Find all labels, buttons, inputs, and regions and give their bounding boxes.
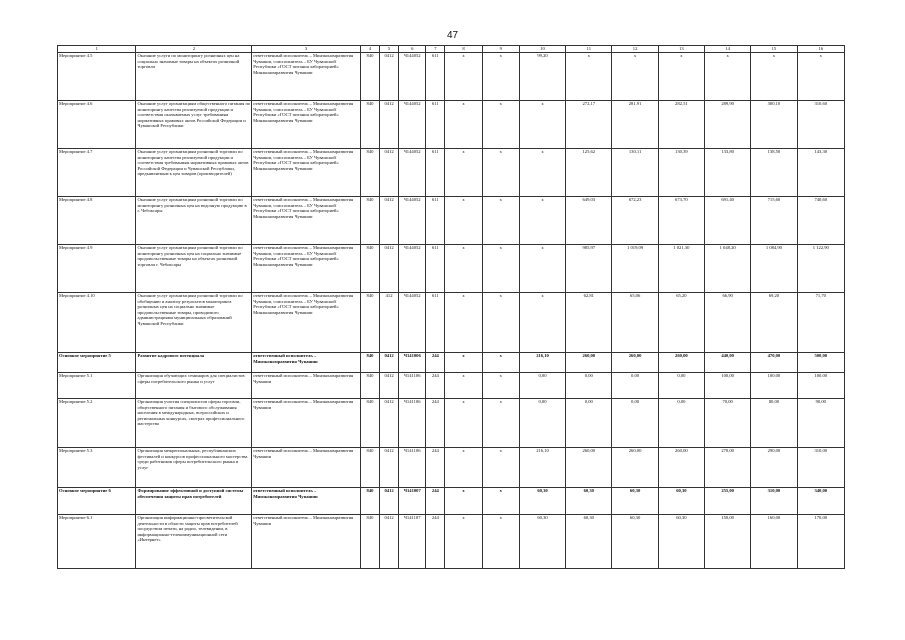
- table-cell: 66,90: [705, 293, 751, 353]
- table-cell: х: [482, 515, 519, 569]
- table-cell: 0,00: [612, 373, 658, 399]
- table-cell: 270,00: [705, 448, 751, 488]
- column-header: 15: [751, 46, 797, 53]
- table-cell: х: [445, 515, 482, 569]
- table-cell: х: [519, 149, 565, 197]
- table-cell: Оказание услуг организациям розничной торговли по мониторингу розничных цен на водочную продукцию в г. Чебоксары: [136, 197, 252, 245]
- table-row: [58, 101, 845, 149]
- table-cell: ответственный исполнитель – Минэкономразвития Чувашии: [252, 353, 361, 373]
- table-cell: 170,00: [797, 515, 844, 569]
- table-cell: Мероприятие 4.8: [58, 197, 136, 245]
- column-header: 7: [426, 46, 445, 53]
- table-row: [58, 399, 845, 448]
- table-cell: Основное мероприятие 6: [58, 488, 136, 515]
- column-header: 3: [252, 46, 361, 53]
- table-cell: 611: [426, 101, 445, 149]
- column-header: 8: [445, 46, 482, 53]
- table-cell: 985,97: [566, 245, 612, 293]
- table-cell: х: [445, 488, 482, 515]
- table-cell: 740,60: [797, 197, 844, 245]
- table-cell: Организация обучающих семинаров для специалистов сферы потребительского рынка и услуг: [136, 373, 252, 399]
- table-cell: х: [519, 197, 565, 245]
- table-cell: 60,30: [658, 515, 704, 569]
- column-header: 2: [136, 46, 252, 53]
- table-cell: 71,70: [797, 293, 844, 353]
- table-cell: 840: [360, 149, 379, 197]
- table-cell: 440,00: [705, 353, 751, 373]
- table-cell: Оказание услуг организациям розничной торговли по мониторингу качества реализуемой продукции и соответствия требованиям нормативных правовых актов Российской Федерации и Чувашской Республики, предъявляемым к цен товаров (производителей): [136, 149, 252, 197]
- table-cell: Мероприятие 5.1: [58, 373, 136, 399]
- table-cell: 840: [360, 373, 379, 399]
- table-cell: 244: [426, 488, 445, 515]
- table-cell: 0412: [380, 373, 399, 399]
- table-cell: х: [482, 353, 519, 373]
- table-cell: 0,00: [566, 373, 612, 399]
- table-cell: 840: [360, 399, 379, 448]
- column-header: 6: [399, 46, 426, 53]
- table-cell: 672,23: [612, 197, 658, 245]
- table-cell: Мероприятие 4.7: [58, 149, 136, 197]
- table-cell: 0,00: [566, 399, 612, 448]
- table-cell: 290,00: [751, 448, 797, 488]
- table-cell: 840: [360, 448, 379, 488]
- table-row: [58, 373, 845, 399]
- table-cell: 244: [426, 515, 445, 569]
- table-cell: Развитие кадрового потенциала: [136, 353, 252, 373]
- column-header: 1: [58, 46, 136, 53]
- table-cell: 0412: [380, 399, 399, 448]
- table-cell: Мероприятие 6.1: [58, 515, 136, 569]
- table-cell: 255,00: [705, 488, 751, 515]
- table-cell: х: [482, 293, 519, 353]
- table-cell: 80,00: [751, 399, 797, 448]
- table-cell: 100,00: [705, 373, 751, 399]
- table-cell: 289,90: [705, 101, 751, 149]
- table-cell: ответственный исполнитель – Минэкономразвития Чувашии, соисполнитель – БУ Чувашской Республики «ГОСТ питания лабораторией» Минэкономразвития Чувашии: [252, 101, 361, 149]
- table-cell: Ч144052: [399, 53, 426, 101]
- table-cell: 100,00: [751, 373, 797, 399]
- table-cell: 260,00: [658, 448, 704, 488]
- table-cell: 143,30: [797, 149, 844, 197]
- table-cell: 840: [360, 53, 379, 101]
- table-cell: Мероприятие 5.2: [58, 399, 136, 448]
- table-cell: ответственный исполнитель – Минэкономразвития Чувашии: [252, 373, 361, 399]
- table-cell: 0,00: [658, 373, 704, 399]
- table-cell: 160,00: [751, 515, 797, 569]
- table-cell: 0412: [380, 101, 399, 149]
- table-cell: 310,00: [751, 488, 797, 515]
- table-cell: 216,10: [519, 353, 565, 373]
- table-cell: 611: [426, 53, 445, 101]
- table-cell: ответственный исполнитель – Минэкономразвития Чувашии: [252, 448, 361, 488]
- table-cell: 99,20: [519, 53, 565, 101]
- table-cell: 649,03: [566, 197, 612, 245]
- column-header: 11: [566, 46, 612, 53]
- table-row: [58, 53, 845, 101]
- table-cell: х: [445, 353, 482, 373]
- column-header: 14: [705, 46, 751, 53]
- table-cell: 69,20: [751, 293, 797, 353]
- table-cell: 130,11: [612, 149, 658, 197]
- table-row: [58, 488, 845, 515]
- table-cell: х: [519, 293, 565, 353]
- table-cell: Основное мероприятие 5: [58, 353, 136, 373]
- table-cell: х: [482, 149, 519, 197]
- table-cell: х: [658, 53, 704, 101]
- table-cell: 70,00: [705, 399, 751, 448]
- table-cell: Мероприятие 4.5: [58, 53, 136, 101]
- table-cell: 1 084,90: [751, 245, 797, 293]
- column-header: 12: [612, 46, 658, 53]
- table-cell: Мероприятие 4.6: [58, 101, 136, 149]
- table-cell: ответственный исполнитель – Минэкономразвития Чувашии, соисполнитель – БУ Чувашской Республики «ГОСТ питания лабораторией» Минэкономразвития Чувашии: [252, 53, 361, 101]
- table-cell: 260,00: [612, 353, 658, 373]
- table-cell: 150,00: [705, 515, 751, 569]
- table-cell: 244: [426, 448, 445, 488]
- table-cell: 0412: [380, 515, 399, 569]
- table-cell: Ч141106: [399, 373, 426, 399]
- table-cell: ответственный исполнитель – Минэкономразвития Чувашии, соисполнитель – БУ Чувашской Республики «ГОСТ питания лабораторией» Минэкономразвития Чувашии: [252, 149, 361, 197]
- table-cell: Организация межрегиональных, республиканских фестивалей и конкурсов профессионального мастерства среди работников сферы потребительского рынка и услуг: [136, 448, 252, 488]
- table-cell: Мероприятие 4.9: [58, 245, 136, 293]
- header-row: [58, 46, 845, 53]
- table-cell: 65,20: [658, 293, 704, 353]
- table-cell: 840: [360, 515, 379, 569]
- table-cell: Ч144052: [399, 245, 426, 293]
- table-cell: Оказание услуги по мониторингу розничных цен на социально значимые товары на объектах розничной торговли: [136, 53, 252, 101]
- column-header: 4: [360, 46, 379, 53]
- table-cell: х: [445, 245, 482, 293]
- table-cell: х: [445, 101, 482, 149]
- table-cell: 0412: [380, 353, 399, 373]
- table-cell: 282,51: [658, 101, 704, 149]
- table-cell: 0,00: [658, 399, 704, 448]
- table-cell: 260,00: [658, 353, 704, 373]
- table-cell: Организация информационно-просветительской деятельности в области защиты прав потребителей посредством печати, на радио, телевидении, в информационно-телекоммуникационной сети «Интернет»: [136, 515, 252, 569]
- table-cell: ответственный исполнитель – Минэкономразвития Чувашии, соисполнитель – БУ Чувашской Республики «ГОСТ питания лабораторией» Минэкономразвития Чувашии: [252, 197, 361, 245]
- table-cell: Ч144052: [399, 197, 426, 245]
- table-cell: х: [705, 53, 751, 101]
- table-cell: 0,00: [519, 373, 565, 399]
- table-row: [58, 149, 845, 197]
- table-cell: 60,30: [612, 515, 658, 569]
- table-cell: 244: [426, 373, 445, 399]
- table-cell: 281,91: [612, 101, 658, 149]
- table-cell: ответственный исполнитель – Минэкономразвития Чувашии: [252, 399, 361, 448]
- budget-table: [57, 45, 845, 569]
- table-cell: 65,06: [612, 293, 658, 353]
- table-cell: 840: [360, 245, 379, 293]
- table-cell: 0,00: [519, 399, 565, 448]
- table-cell: Мероприятие 4.10: [58, 293, 136, 353]
- table-cell: 340,00: [797, 488, 844, 515]
- table-cell: Ч144052: [399, 149, 426, 197]
- table-cell: х: [445, 448, 482, 488]
- table-cell: 260,00: [566, 353, 612, 373]
- table-cell: ответственный исполнитель – Минэкономразвития Чувашии: [252, 515, 361, 569]
- table-cell: 840: [360, 353, 379, 373]
- table-cell: Ч141106: [399, 448, 426, 488]
- table-cell: х: [482, 197, 519, 245]
- table-cell: х: [482, 245, 519, 293]
- table-cell: 130,39: [658, 149, 704, 197]
- table-cell: 840: [360, 101, 379, 149]
- table-row: [58, 515, 845, 569]
- table-cell: 1 019,09: [612, 245, 658, 293]
- table-cell: Оказание услуг организациям розничной торговли по мониторингу розничных цен на социально значимые продовольственные товары на объектах розничной торговли г. Чебоксары: [136, 245, 252, 293]
- column-header: 13: [658, 46, 704, 53]
- table-cell: х: [445, 293, 482, 353]
- table-cell: 840: [360, 197, 379, 245]
- table-cell: 60,30: [519, 488, 565, 515]
- table-cell: 1 021,30: [658, 245, 704, 293]
- table-cell: 60,30: [566, 515, 612, 569]
- table-cell: 90,00: [797, 399, 844, 448]
- table-cell: Ч141107: [399, 515, 426, 569]
- table-cell: ответственный исполнитель – Минэкономразвития Чувашии, соисполнитель – БУ Чувашской Республики «ГОСТ питания лабораторией» Минэкономразвития Чувашии: [252, 245, 361, 293]
- table-cell: х: [445, 149, 482, 197]
- table-cell: 611: [426, 149, 445, 197]
- table-cell: 60,30: [519, 515, 565, 569]
- table-cell: Ч141007: [399, 488, 426, 515]
- table-cell: 0412: [380, 197, 399, 245]
- table-cell: Ч141106: [399, 399, 426, 448]
- table-cell: 611: [426, 293, 445, 353]
- table-cell: Оказание услуг организациям розничной торговли по обобщению и анализу результатов мониторинга розничных цен на социально значимые продовольственные товары, проводимого администрациями муниципальных образований Чувашской Республики: [136, 293, 252, 353]
- table-cell: 0412: [380, 149, 399, 197]
- table-cell: 244: [426, 399, 445, 448]
- table-cell: х: [482, 53, 519, 101]
- table-row: [58, 293, 845, 353]
- table-cell: х: [482, 373, 519, 399]
- table-cell: 260,00: [566, 448, 612, 488]
- table-cell: 611: [426, 197, 445, 245]
- table-cell: 100,00: [797, 373, 844, 399]
- table-cell: 673,70: [658, 197, 704, 245]
- table-cell: Ч144052: [399, 101, 426, 149]
- table-cell: 1 048,20: [705, 245, 751, 293]
- table-cell: х: [519, 101, 565, 149]
- table-cell: 500,00: [797, 353, 844, 373]
- table-cell: 60,30: [658, 488, 704, 515]
- table-cell: х: [482, 488, 519, 515]
- table-row: [58, 448, 845, 488]
- table-row: [58, 353, 845, 373]
- table-row: [58, 197, 845, 245]
- table-cell: х: [519, 245, 565, 293]
- table-cell: х: [445, 197, 482, 245]
- table-cell: х: [482, 399, 519, 448]
- table-cell: Ч141006: [399, 353, 426, 373]
- table-cell: 840: [360, 293, 379, 353]
- table-cell: 60,30: [566, 488, 612, 515]
- table-cell: х: [445, 373, 482, 399]
- page-number: 47: [446, 30, 459, 41]
- table-cell: х: [445, 399, 482, 448]
- table-cell: 216,10: [519, 448, 565, 488]
- table-cell: 0412: [380, 488, 399, 515]
- table-cell: х: [445, 53, 482, 101]
- column-header: 9: [482, 46, 519, 53]
- table-cell: 0,00: [612, 399, 658, 448]
- table-cell: 133,80: [705, 149, 751, 197]
- table-cell: Организация участия специалистов сферы торговли, общественного питания и бытового обслуживания населения в международных, всероссийских и региональных конкурсах, смотрах профессионального мастерства: [136, 399, 252, 448]
- table-cell: ответственный исполнитель – Минэкономразвития Чувашии, соисполнитель – БУ Чувашской Республики «ГОСТ питания лабораторией» Минэкономразвития Чувашии: [252, 293, 361, 353]
- table-cell: 0412: [380, 53, 399, 101]
- table-cell: 310,60: [797, 101, 844, 149]
- table-cell: 300,10: [751, 101, 797, 149]
- table-cell: х: [612, 53, 658, 101]
- table-cell: Ч144052: [399, 293, 426, 353]
- table-cell: 138,50: [751, 149, 797, 197]
- table-row: [58, 245, 845, 293]
- table-cell: Оказание услуг организациям общественного питания по мониторингу качества реализуемой продукции и соответствия оказываемых услуг требованиям нормативных правовых актов Российской Федерации и Чувашской Республики: [136, 101, 252, 149]
- table-cell: х: [751, 53, 797, 101]
- table-cell: х: [482, 448, 519, 488]
- table-cell: 260,00: [612, 448, 658, 488]
- table-cell: 310,00: [797, 448, 844, 488]
- table-cell: Мероприятие 5.3: [58, 448, 136, 488]
- table-cell: 0412: [380, 245, 399, 293]
- table-cell: 0412: [380, 448, 399, 488]
- table-cell: 611: [426, 245, 445, 293]
- table-cell: х: [797, 53, 844, 101]
- table-cell: 1 122,90: [797, 245, 844, 293]
- table-cell: 62,81: [566, 293, 612, 353]
- table-cell: ответственный исполнитель – Минэкономразвития Чувашии: [252, 488, 361, 515]
- table-cell: 840: [360, 488, 379, 515]
- table-cell: х: [482, 101, 519, 149]
- table-cell: 691,40: [705, 197, 751, 245]
- table-cell: х: [566, 53, 612, 101]
- table-cell: 125,62: [566, 149, 612, 197]
- column-header: 16: [797, 46, 844, 53]
- table-cell: Формирование эффективной и доступной системы обеспечения защиты прав потребителей: [136, 488, 252, 515]
- table-cell: 272,17: [566, 101, 612, 149]
- table-cell: 244: [426, 353, 445, 373]
- table-cell: 715,60: [751, 197, 797, 245]
- column-header: 5: [380, 46, 399, 53]
- table-cell: 470,00: [751, 353, 797, 373]
- column-header: 10: [519, 46, 565, 53]
- table-cell: 412: [380, 293, 399, 353]
- table-cell: 60,30: [612, 488, 658, 515]
